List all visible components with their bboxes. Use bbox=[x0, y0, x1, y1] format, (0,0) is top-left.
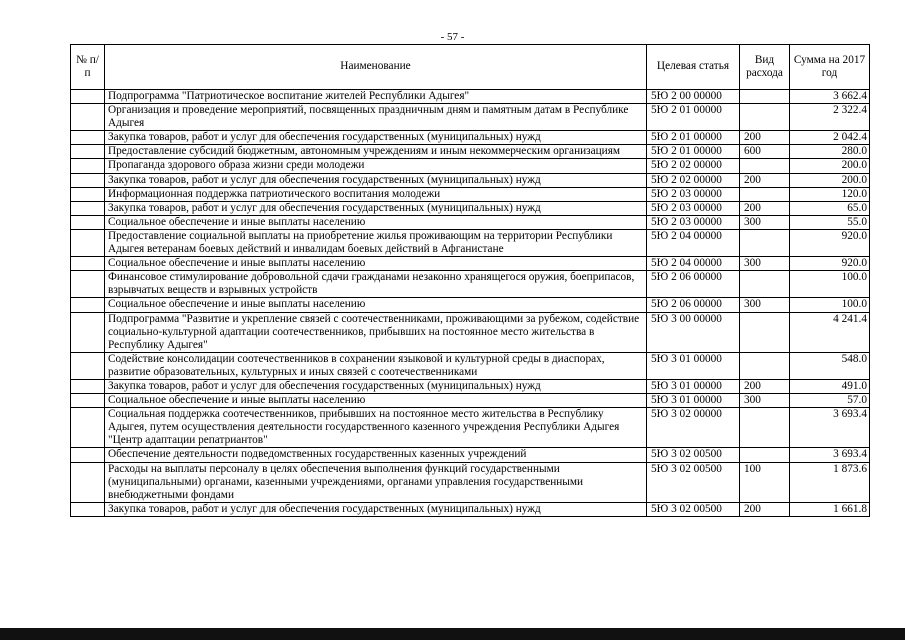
cell-sum: 1 873.6 bbox=[790, 462, 870, 502]
cell-sum: 100.0 bbox=[790, 271, 870, 298]
cell-sum: 3 693.4 bbox=[790, 448, 870, 462]
cell-name: Закупка товаров, работ и услуг для обеспечения государственных (муниципальных) нужд bbox=[105, 201, 647, 215]
table-row bbox=[71, 271, 870, 298]
cell-num bbox=[71, 462, 105, 502]
cell-name: Социальное обеспечение и иные выплаты населению bbox=[105, 394, 647, 408]
cell-name: Информационная поддержка патриотического воспитания молодежи bbox=[105, 187, 647, 201]
cell-num bbox=[71, 90, 105, 104]
cell-code: 5Ю 2 04 00000 bbox=[647, 229, 740, 256]
table-row bbox=[71, 312, 870, 352]
cell-sum: 280.0 bbox=[790, 145, 870, 159]
cell-kind: 200 bbox=[740, 502, 790, 516]
cell-kind: 200 bbox=[740, 201, 790, 215]
cell-code: 5Ю 2 03 00000 bbox=[647, 215, 740, 229]
cell-name: Социальная поддержка соотечественников, прибывших на постоянное место жительства в Республику Адыгея, путем осуществления деятельности государственного казенного учреждения Республики Адыгея "Центр адаптации репатриантов" bbox=[105, 408, 647, 448]
cell-kind bbox=[740, 271, 790, 298]
cell-name: Социальное обеспечение и иные выплаты населению bbox=[105, 298, 647, 312]
cell-kind bbox=[740, 229, 790, 256]
cell-num bbox=[71, 502, 105, 516]
table-row bbox=[71, 298, 870, 312]
header-code: Целевая статья bbox=[647, 45, 740, 90]
cell-kind bbox=[740, 90, 790, 104]
cell-name: Пропаганда здорового образа жизни среди молодежи bbox=[105, 159, 647, 173]
cell-code: 5Ю 3 01 00000 bbox=[647, 379, 740, 393]
cell-kind: 300 bbox=[740, 394, 790, 408]
cell-name: Финансовое стимулирование добровольной сдачи гражданами незаконно хранящегося оружия, боеприпасов, взрывчатых веществ и взрывных устройств bbox=[105, 271, 647, 298]
cell-num bbox=[71, 379, 105, 393]
cell-num bbox=[71, 298, 105, 312]
cell-sum: 548.0 bbox=[790, 352, 870, 379]
cell-name: Предоставление социальной выплаты на приобретение жилья проживающим на территории Республики Адыгея ветеранам боевых действий и инвалидам боевых действий в Афганистане bbox=[105, 229, 647, 256]
cell-code: 5Ю 2 01 00000 bbox=[647, 131, 740, 145]
page-number: - 57 - bbox=[440, 31, 465, 43]
table-row bbox=[71, 352, 870, 379]
cell-sum: 200.0 bbox=[790, 159, 870, 173]
cell-kind: 300 bbox=[740, 257, 790, 271]
table-row bbox=[71, 201, 870, 215]
cell-sum: 1 661.8 bbox=[790, 502, 870, 516]
table-row bbox=[71, 379, 870, 393]
cell-num bbox=[71, 201, 105, 215]
table-row bbox=[71, 90, 870, 104]
cell-num bbox=[71, 104, 105, 131]
cell-name: Подпрограмма "Развитие и укрепление связей с соотечественниками, проживающими за рубежом, содействие социально-культурной адаптации соотечественников, прибывших на постоянное место жительства в Республику Адыгея" bbox=[105, 312, 647, 352]
cell-sum: 55.0 bbox=[790, 215, 870, 229]
table-header-row bbox=[71, 45, 870, 90]
table-row bbox=[71, 408, 870, 448]
cell-num bbox=[71, 408, 105, 448]
cell-kind: 300 bbox=[740, 215, 790, 229]
cell-code: 5Ю 2 01 00000 bbox=[647, 104, 740, 131]
cell-kind bbox=[740, 187, 790, 201]
cell-num bbox=[71, 448, 105, 462]
table-row bbox=[71, 131, 870, 145]
cell-kind: 100 bbox=[740, 462, 790, 502]
cell-code: 5Ю 2 01 00000 bbox=[647, 145, 740, 159]
cell-sum: 2 322.4 bbox=[790, 104, 870, 131]
cell-num bbox=[71, 312, 105, 352]
cell-code: 5Ю 3 02 00000 bbox=[647, 408, 740, 448]
cell-sum: 491.0 bbox=[790, 379, 870, 393]
cell-kind: 200 bbox=[740, 131, 790, 145]
cell-kind bbox=[740, 312, 790, 352]
cell-num bbox=[71, 394, 105, 408]
cell-num bbox=[71, 229, 105, 256]
cell-code: 5Ю 2 06 00000 bbox=[647, 271, 740, 298]
cell-kind: 600 bbox=[740, 145, 790, 159]
header-kind: Вид расхода bbox=[740, 45, 790, 90]
cell-name: Организация и проведение мероприятий, посвященных праздничным дням и памятным датам в Республике Адыгея bbox=[105, 104, 647, 131]
cell-name: Закупка товаров, работ и услуг для обеспечения государственных (муниципальных) нужд bbox=[105, 502, 647, 516]
table-body bbox=[71, 90, 870, 517]
cell-kind bbox=[740, 408, 790, 448]
table-row bbox=[71, 145, 870, 159]
cell-name: Социальное обеспечение и иные выплаты населению bbox=[105, 215, 647, 229]
cell-code: 5Ю 2 04 00000 bbox=[647, 257, 740, 271]
table-row bbox=[71, 502, 870, 516]
cell-sum: 200.0 bbox=[790, 173, 870, 187]
cell-code: 5Ю 3 00 00000 bbox=[647, 312, 740, 352]
cell-num bbox=[71, 215, 105, 229]
cell-sum: 920.0 bbox=[790, 257, 870, 271]
cell-code: 5Ю 2 03 00000 bbox=[647, 187, 740, 201]
cell-sum: 4 241.4 bbox=[790, 312, 870, 352]
cell-sum: 120.0 bbox=[790, 187, 870, 201]
cell-kind bbox=[740, 448, 790, 462]
cell-kind: 200 bbox=[740, 173, 790, 187]
cell-name: Расходы на выплаты персоналу в целях обеспечения выполнения функций государственными (муниципальными) органами, казенными учреждениями, органами управления государственными внебюджетными фондами bbox=[105, 462, 647, 502]
cell-code: 5Ю 2 02 00000 bbox=[647, 159, 740, 173]
header-num: № п/п bbox=[71, 45, 105, 90]
cell-kind: 300 bbox=[740, 298, 790, 312]
table-row bbox=[71, 159, 870, 173]
cell-code: 5Ю 2 00 00000 bbox=[647, 90, 740, 104]
cell-num bbox=[71, 352, 105, 379]
cell-kind bbox=[740, 352, 790, 379]
cell-sum: 65.0 bbox=[790, 201, 870, 215]
cell-num bbox=[71, 173, 105, 187]
cell-num bbox=[71, 131, 105, 145]
cell-name: Закупка товаров, работ и услуг для обеспечения государственных (муниципальных) нужд bbox=[105, 173, 647, 187]
cell-code: 5Ю 3 01 00000 bbox=[647, 394, 740, 408]
cell-code: 5Ю 2 03 00000 bbox=[647, 201, 740, 215]
cell-name: Закупка товаров, работ и услуг для обеспечения государственных (муниципальных) нужд bbox=[105, 379, 647, 393]
cell-kind bbox=[740, 104, 790, 131]
cell-sum: 3 693.4 bbox=[790, 408, 870, 448]
cell-name: Закупка товаров, работ и услуг для обеспечения государственных (муниципальных) нужд bbox=[105, 131, 647, 145]
cell-num bbox=[71, 159, 105, 173]
cell-sum: 100.0 bbox=[790, 298, 870, 312]
header-sum: Сумма на 2017 год bbox=[790, 45, 870, 90]
cell-num bbox=[71, 187, 105, 201]
cell-sum: 2 042.4 bbox=[790, 131, 870, 145]
header-name: Наименование bbox=[105, 45, 647, 90]
cell-num bbox=[71, 271, 105, 298]
cell-name: Подпрограмма "Патриотическое воспитание жителей Республики Адыгея" bbox=[105, 90, 647, 104]
cell-code: 5Ю 3 02 00500 bbox=[647, 448, 740, 462]
cell-sum: 920.0 bbox=[790, 229, 870, 256]
cell-code: 5Ю 2 06 00000 bbox=[647, 298, 740, 312]
cell-name: Обеспечение деятельности подведомственных государственных казенных учреждений bbox=[105, 448, 647, 462]
table-row bbox=[71, 257, 870, 271]
cell-code: 5Ю 3 02 00500 bbox=[647, 462, 740, 502]
table-row bbox=[71, 215, 870, 229]
cell-sum: 57.0 bbox=[790, 394, 870, 408]
table-row bbox=[71, 173, 870, 187]
table-row bbox=[71, 394, 870, 408]
cell-num bbox=[71, 145, 105, 159]
bottom-scan-border bbox=[0, 628, 905, 640]
budget-table bbox=[70, 44, 870, 517]
table-row bbox=[71, 104, 870, 131]
cell-name: Предоставление субсидий бюджетным, автономным учреждениям и иным некоммерческим организациям bbox=[105, 145, 647, 159]
table-row bbox=[71, 187, 870, 201]
table-row bbox=[71, 229, 870, 256]
cell-kind bbox=[740, 159, 790, 173]
table-row bbox=[71, 448, 870, 462]
cell-kind: 200 bbox=[740, 379, 790, 393]
table-row bbox=[71, 462, 870, 502]
cell-name: Содействие консолидации соотечественников в сохранении языковой и культурной среды в диаспорах, развитие образовательных, культурных и иных связей с соотечественниками bbox=[105, 352, 647, 379]
cell-code: 5Ю 3 02 00500 bbox=[647, 502, 740, 516]
cell-code: 5Ю 3 01 00000 bbox=[647, 352, 740, 379]
cell-sum: 3 662.4 bbox=[790, 90, 870, 104]
cell-code: 5Ю 2 02 00000 bbox=[647, 173, 740, 187]
cell-num bbox=[71, 257, 105, 271]
cell-name: Социальное обеспечение и иные выплаты населению bbox=[105, 257, 647, 271]
